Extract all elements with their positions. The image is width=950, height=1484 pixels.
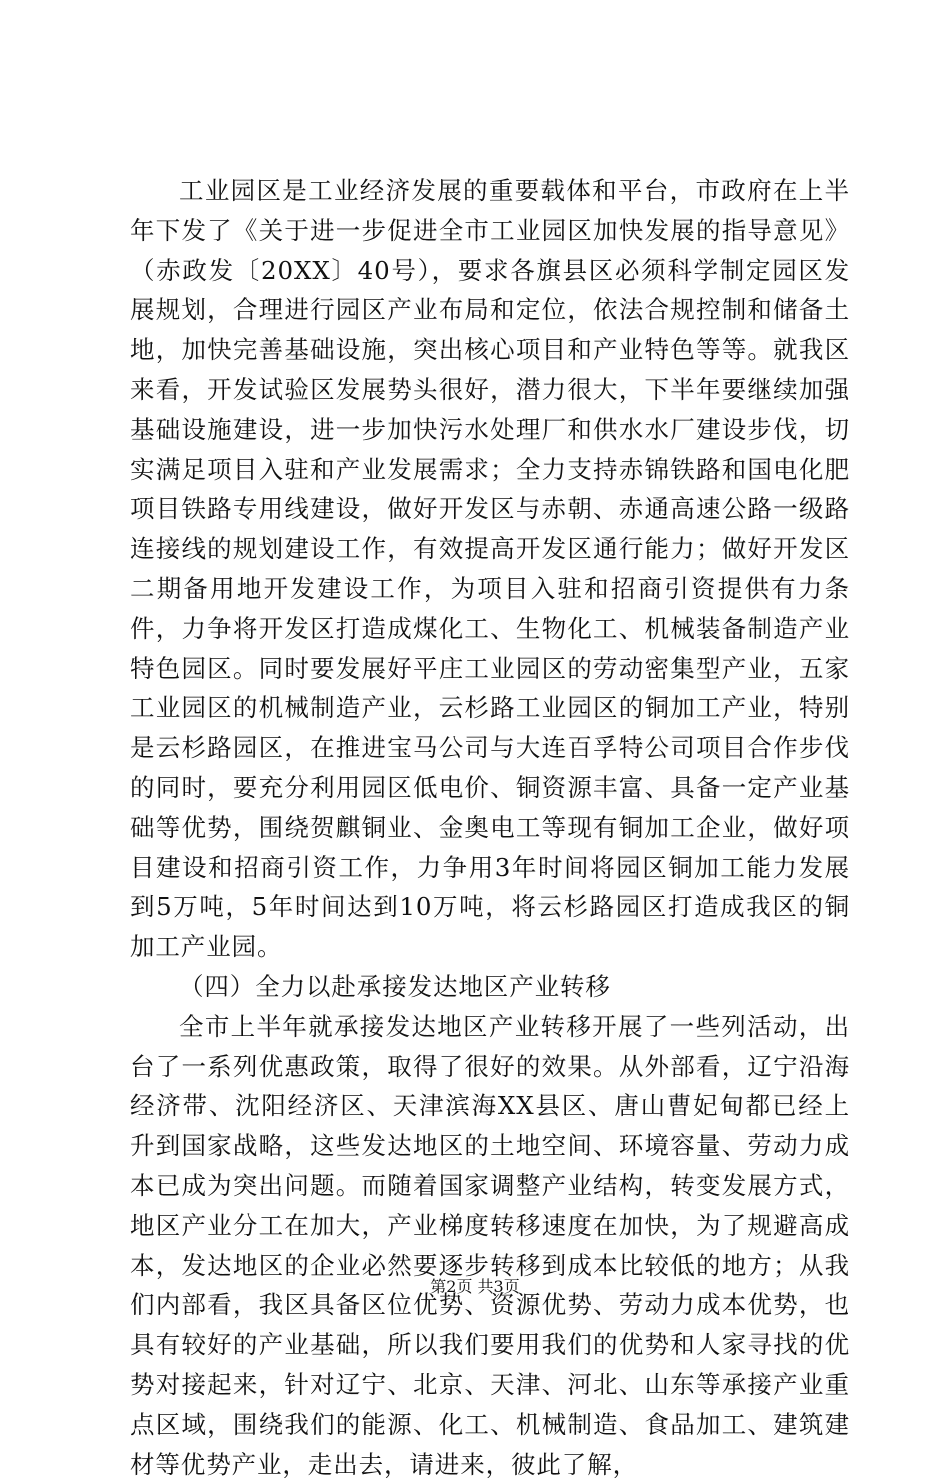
page-footer (0, 1276, 950, 1298)
section-heading: （四）全力以赴承接发达地区产业转移 (179, 971, 611, 1001)
page-number-label: 第2页 共3页 (430, 1277, 520, 1296)
paragraph-industry-transfer: 全市上半年就承接发达地区产业转移开展了一些列活动，出台了一系列优惠政策，取得了很好的效果。从外部看，辽宁沿海经济带、沈阳经济区、天津滨海XX县区、唐山曹妃甸都已经上升到国家战略，这些发达地区的土地空间、环境容量、劳动力成本已成为突出问题。而随着国家调整产业结构，转变发展方式，地区产业分工在加大，产业梯度转移速度在加快，为了规避高成本，发达地区的企业必然要逐步转移到成本比较低的地方；从我们内部看，我区具备区位优势、资源优势、劳动力成本优势，也具有较好的产业基础，所以我们要用我们的优势和人家寻找的优势对接起来，针对辽宁、北京、天津、河北、山东等承接产业重点区域，围绕我们的能源、化工、机械制造、食品加工、建筑建材等优势产业，走出去，请进来，彼此了解， (130, 1011, 850, 1479)
paragraph-industrial-parks: 工业园区是工业经济发展的重要载体和平台，市政府在上半年下发了《关于进一步促进全市工业园区加快发展的指导意见》（赤政发〔20XX〕40号），要求各旗县区必须科学制定园区发展规划，合理进行园区产业布局和定位，依法合规控制和储备土地，加快完善基础设施，突出核心项目和产业特色等等。就我区来看，开发试验区发展势头很好，潜力很大，下半年要继续加强基础设施建设，进一步加快污水处理厂和供水水厂建设步伐，切实满足项目入驻和产业发展需求；全力支持赤锦铁路和国电化肥项目铁路专用线建设，做好开发区与赤朝、赤通高速公路一级路连接线的规划建设工作，有效提高开发区通行能力；做好开发区二期备用地开发建设工作，为项目入驻和招商引资提供有力条件，力争将开发区打造成煤化工、生物化工、机械装备制造产业特色园区。同时要发展好平庄工业园区的劳动密集型产业，五家工业园区的机械制造产业，云杉路工业园区的铜加工产业，特别是云杉路园区，在推进宝马公司与大连百孚特公司项目合作步伐的同时，要充分利用园区低电价、铜资源丰富、具备一定产业基础等优势，围绕贺麒铜业、金奥电工等现有铜加工企业，做好项目建设和招商引资工作，力争用3年时间将园区铜加工能力发展到5万吨，5年时间达到10万吨，将云杉路园区打造成我区的铜加工产业园。 (130, 176, 850, 962)
